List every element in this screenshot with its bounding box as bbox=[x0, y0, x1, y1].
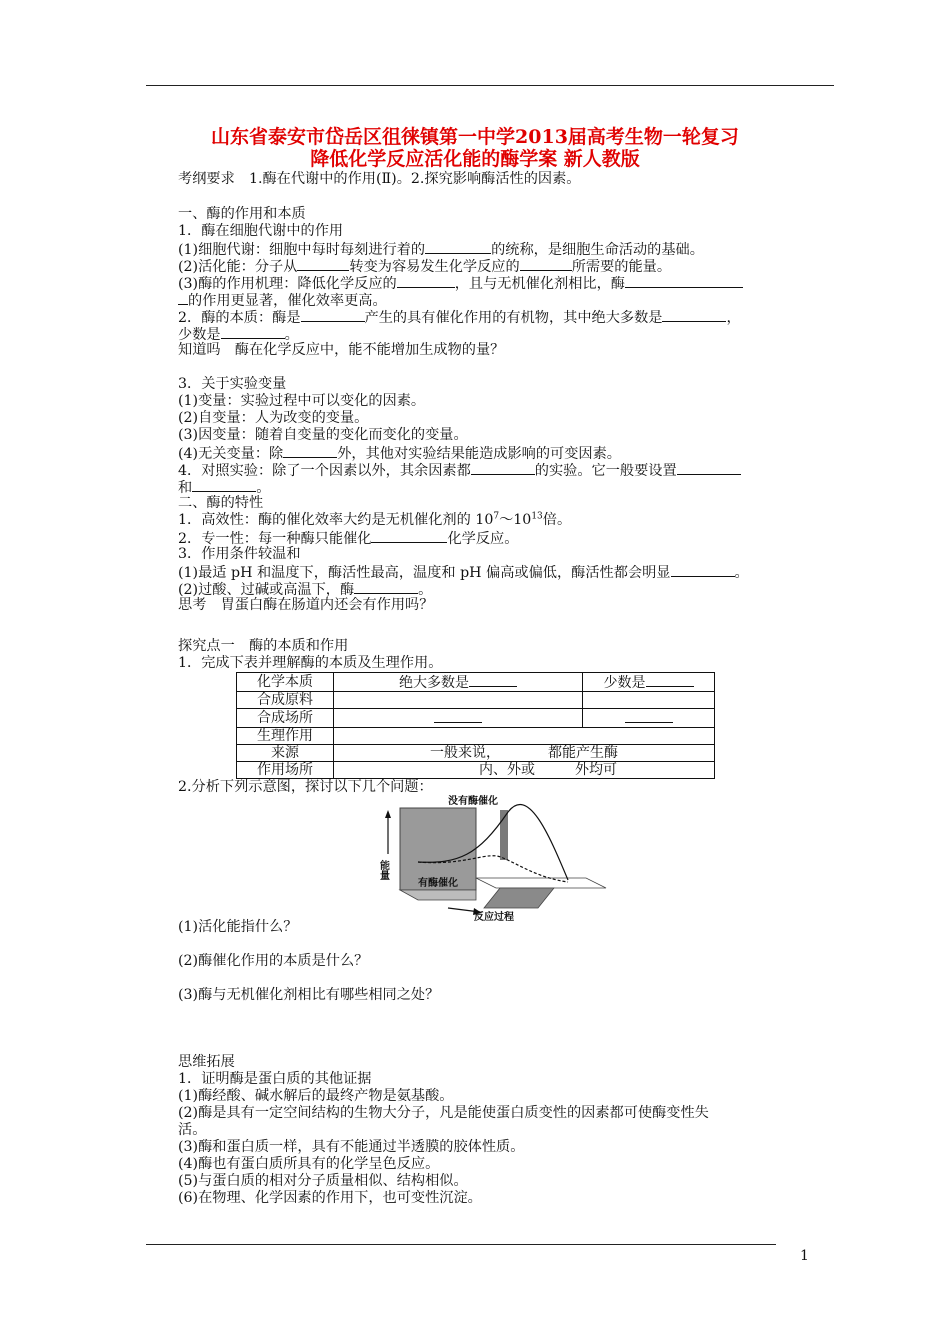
text: (1)细胞代谢：细胞中每时每刻进行着的 bbox=[178, 242, 426, 258]
text: 。 bbox=[734, 565, 749, 581]
text-line: (2)酶是具有一定空间结构的生物大分子，凡是能使蛋白质变性的因素都可使酶变性失 bbox=[178, 1105, 709, 1121]
table-cell[interactable] bbox=[334, 673, 583, 692]
superscript: 7 bbox=[493, 511, 500, 522]
text-line: 2.分析下列示意图，探讨以下几个问题： bbox=[178, 779, 433, 795]
text: 都能产生酶 bbox=[548, 745, 618, 761]
superscript: 13 bbox=[531, 511, 543, 522]
text: 转变为容易发生化学反应的 bbox=[349, 259, 520, 275]
text: 的作用更显著，催化效率更高。 bbox=[188, 293, 387, 309]
table-row bbox=[237, 728, 715, 745]
fill-blank[interactable] bbox=[677, 461, 741, 475]
text: (4)无关变量：除 bbox=[178, 446, 284, 462]
doc-title-line1: 山东省泰安市岱岳区徂徕镇第一中学2013届高考生物一轮复习 bbox=[211, 126, 739, 148]
text: 外均可 bbox=[575, 762, 617, 778]
fill-blank[interactable] bbox=[646, 673, 694, 687]
footer-rule bbox=[146, 1244, 776, 1245]
question: (2)酶催化作用的本质是什么？ bbox=[178, 953, 369, 969]
table-row bbox=[237, 762, 715, 779]
text: 少数是 bbox=[603, 675, 646, 691]
text: (2)过酸、过碱或高温下，酶 bbox=[178, 582, 355, 598]
text-line: 1．完成下表并理解酶的本质及生理作用。 bbox=[178, 655, 443, 671]
fill-blank[interactable] bbox=[425, 240, 491, 254]
table-cell[interactable] bbox=[334, 692, 583, 709]
table-cell[interactable] bbox=[583, 709, 715, 728]
fill-blank[interactable] bbox=[469, 673, 517, 687]
table-cell[interactable] bbox=[334, 728, 715, 745]
text: 和 bbox=[178, 480, 193, 496]
text: 少数是 bbox=[178, 327, 221, 343]
arrowhead-icon bbox=[385, 810, 391, 818]
text-line: 活。 bbox=[178, 1122, 207, 1138]
table-cell[interactable] bbox=[583, 692, 715, 709]
question-prompt: 知道吗 酶在化学反应中，能不能增加生成物的量？ bbox=[178, 342, 505, 358]
label-no-enzyme: 没有酶催化 bbox=[448, 796, 498, 807]
text: 2．酶的本质：酶是 bbox=[178, 310, 301, 326]
text-line: (2)自变量：人为改变的变量。 bbox=[178, 410, 369, 426]
fill-blank[interactable] bbox=[301, 308, 365, 322]
text: 化学反应。 bbox=[447, 531, 519, 547]
text: 外，其他对实验结果能造成影响的可变因素。 bbox=[337, 446, 621, 462]
text-line: (1)变量：实验过程中可以变化的因素。 bbox=[178, 393, 426, 409]
activation-energy-diagram bbox=[378, 792, 610, 922]
text: 绝大多数是 bbox=[399, 675, 469, 691]
fill-blank[interactable] bbox=[354, 580, 418, 594]
section-heading: 二、酶的特性 bbox=[178, 495, 264, 511]
fill-blank[interactable] bbox=[471, 461, 535, 475]
label-process: 反应过程 bbox=[474, 912, 514, 922]
text: 所需要的能量。 bbox=[571, 259, 672, 275]
table-cell: 生理作用 bbox=[237, 728, 334, 745]
table-row bbox=[237, 692, 715, 709]
fill-blank[interactable] bbox=[397, 274, 455, 288]
text-line: (5)与蛋白质的相对分子质量相似、结构相似。 bbox=[178, 1173, 468, 1189]
text-line: (3)因变量：随着自变量的变化而变化的变量。 bbox=[178, 427, 468, 443]
product-block bbox=[484, 888, 554, 908]
text: ～10 bbox=[499, 512, 532, 528]
header-rule bbox=[146, 85, 834, 86]
fill-blank[interactable] bbox=[625, 274, 743, 288]
fill-blank[interactable] bbox=[283, 444, 337, 458]
table-cell[interactable] bbox=[583, 673, 715, 692]
text-line: (6)在物理、化学因素的作用下，也可变性沉淀。 bbox=[178, 1190, 482, 1206]
text: 。 bbox=[256, 480, 271, 496]
text: ，且与无机催化剂相比，酶 bbox=[454, 276, 625, 292]
fill-blank[interactable] bbox=[625, 709, 673, 723]
text-line: (4)酶也有蛋白质所具有的化学呈色反应。 bbox=[178, 1156, 440, 1172]
subheading: 3．关于实验变量 bbox=[178, 376, 287, 392]
text: (2)活化能：分子从 bbox=[178, 259, 298, 275]
table-cell[interactable] bbox=[334, 762, 715, 779]
fill-blank[interactable] bbox=[671, 563, 735, 577]
table-cell: 来源 bbox=[237, 745, 334, 762]
text: 。 bbox=[284, 327, 299, 343]
text: 内、外或 bbox=[479, 762, 535, 778]
exam-requirements: 考纲要求 1.酶在代谢中的作用(Ⅱ)。2.探究影响酶活性的因素。 bbox=[178, 171, 581, 187]
table-row bbox=[237, 673, 715, 692]
fill-blank[interactable] bbox=[192, 478, 256, 492]
floor-plane bbox=[400, 890, 476, 900]
text: 2．专一性：每一种酶只能催化 bbox=[178, 531, 372, 547]
table-cell: 合成原料 bbox=[237, 692, 334, 709]
page-number: 1 bbox=[800, 1248, 809, 1264]
text: 1．高效性：酶的催化效率大约是无机催化剂的 10 bbox=[178, 512, 494, 528]
text: (3)酶的作用机理：降低化学反应的 bbox=[178, 276, 397, 292]
table-row bbox=[237, 745, 715, 762]
text: ， bbox=[726, 310, 741, 326]
table-cell: 合成场所 bbox=[237, 709, 334, 728]
section-heading: 一、酶的作用和本质 bbox=[178, 206, 306, 222]
doc-title-line2: 降低化学反应活化能的酶学案 新人教版 bbox=[310, 148, 640, 170]
section-heading: 探究点一 酶的本质和作用 bbox=[178, 638, 349, 654]
text-line: (3)酶和蛋白质一样，具有不能通过半透膜的胶体性质。 bbox=[178, 1139, 525, 1155]
fill-blank[interactable] bbox=[297, 257, 349, 271]
enzyme-table bbox=[236, 672, 715, 779]
fill-blank[interactable] bbox=[221, 325, 285, 339]
subheading: 1．证明酶是蛋白质的其他证据 bbox=[178, 1071, 372, 1087]
text: 产生的具有催化作用的有机物，其中绝大多数是 bbox=[364, 310, 663, 326]
label-enzyme: 有酶催化 bbox=[418, 878, 458, 889]
fill-blank[interactable] bbox=[434, 709, 482, 723]
fill-blank[interactable] bbox=[178, 291, 188, 305]
lower-floor bbox=[476, 878, 606, 888]
fill-blank[interactable] bbox=[371, 529, 447, 543]
text: 一般来说， bbox=[430, 745, 500, 761]
text-line bbox=[178, 512, 571, 529]
table-cell: 作用场所 bbox=[237, 762, 334, 779]
table-cell[interactable] bbox=[334, 745, 715, 762]
question-prompt: 思考 胃蛋白酶在肠道内还会有作用吗？ bbox=[178, 597, 434, 613]
text: 4．对照实验：除了一个因素以外，其余因素都 bbox=[178, 463, 471, 479]
text-line: (1)酶经酸、碱水解后的最终产物是氨基酸。 bbox=[178, 1088, 454, 1104]
subheading: 3．作用条件较温和 bbox=[178, 546, 301, 562]
subheading: 1．酶在细胞代谢中的作用 bbox=[178, 223, 344, 239]
label-energy: 能量 bbox=[378, 860, 389, 880]
question: (1)活化能指什么？ bbox=[178, 919, 298, 935]
text: 的实验。它一般要设置 bbox=[534, 463, 677, 479]
fill-blank[interactable] bbox=[520, 257, 572, 271]
text: 。 bbox=[418, 582, 433, 598]
section-heading: 思维拓展 bbox=[178, 1054, 235, 1070]
table-cell: 化学本质 bbox=[237, 673, 334, 692]
fill-blank[interactable] bbox=[662, 308, 726, 322]
text: 倍。 bbox=[542, 512, 572, 528]
question: (3)酶与无机催化剂相比有哪些相同之处？ bbox=[178, 987, 440, 1003]
text: 的统称，是细胞生命活动的基础。 bbox=[491, 242, 704, 258]
table-row bbox=[237, 709, 715, 728]
table-cell[interactable] bbox=[334, 709, 583, 728]
text: (1)最适 pH 和温度下，酶活性最高，温度和 pH 偏高或偏低，酶活性都会明显 bbox=[178, 565, 671, 581]
